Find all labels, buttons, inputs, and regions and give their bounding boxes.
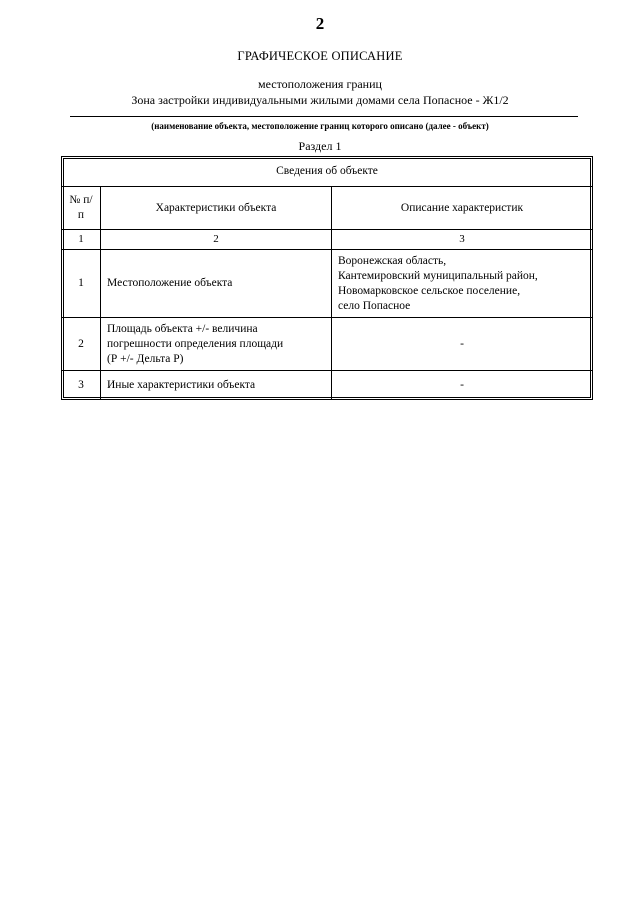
row-1-description [332, 250, 592, 318]
row-2-characteristic [101, 318, 332, 371]
row-3-description: - [460, 378, 464, 391]
column-number-1: 1 [62, 230, 101, 250]
header-description: Описание характеристик [332, 187, 592, 230]
table-row [62, 371, 592, 399]
subtitle-line-2: Зона застройки индивидуальными жилыми домами села Попасное - Ж1/2 [131, 93, 509, 107]
row-2-characteristic-line: погрешности определения площади [107, 337, 284, 350]
object-info-table [61, 156, 593, 400]
row-1-description-line: Кантемировский муниципальный район, [338, 269, 538, 282]
table-title: Сведения об объекте [62, 157, 592, 187]
row-2-characteristic-line: Площадь объекта +/- величина [107, 322, 258, 335]
row-1-description-line: село Попасное [338, 299, 411, 312]
row-3-characteristic: Иные характеристики объекта [101, 371, 332, 399]
subtitle-line-1: местоположения границ [258, 77, 382, 91]
row-2-num: 2 [62, 318, 101, 371]
page-number: 2 [315, 14, 325, 33]
row-2-description: - [332, 318, 592, 371]
row-1-description-line: Новомарковское сельское поселение, [338, 284, 521, 297]
table-title-row [62, 157, 592, 187]
row-3-num: 3 [62, 371, 101, 399]
column-number-row [62, 230, 592, 250]
header-num [62, 187, 101, 230]
header-num-label: № п/п [69, 194, 93, 221]
column-number-2: 2 [101, 230, 332, 250]
column-number-3: 3 [332, 230, 592, 250]
underline-caption: (наименование объекта, местоположение границ которого описано (далее - объект) [151, 121, 489, 131]
row-2-characteristic-line: (Р +/- Дельта Р) [107, 352, 184, 365]
table-row [62, 250, 592, 318]
row-1-num: 1 [62, 250, 101, 318]
document-title: ГРАФИЧЕСКОЕ ОПИСАНИЕ [237, 49, 403, 63]
table-row [62, 318, 592, 371]
table-header-row [62, 187, 592, 230]
row-1-description-line: Воронежская область, [338, 254, 447, 267]
header-characteristics: Характеристики объекта [101, 187, 332, 230]
title-underline [70, 116, 578, 117]
row-1-characteristic: Местоположение объекта [101, 250, 332, 318]
section-heading: Раздел 1 [298, 139, 342, 153]
